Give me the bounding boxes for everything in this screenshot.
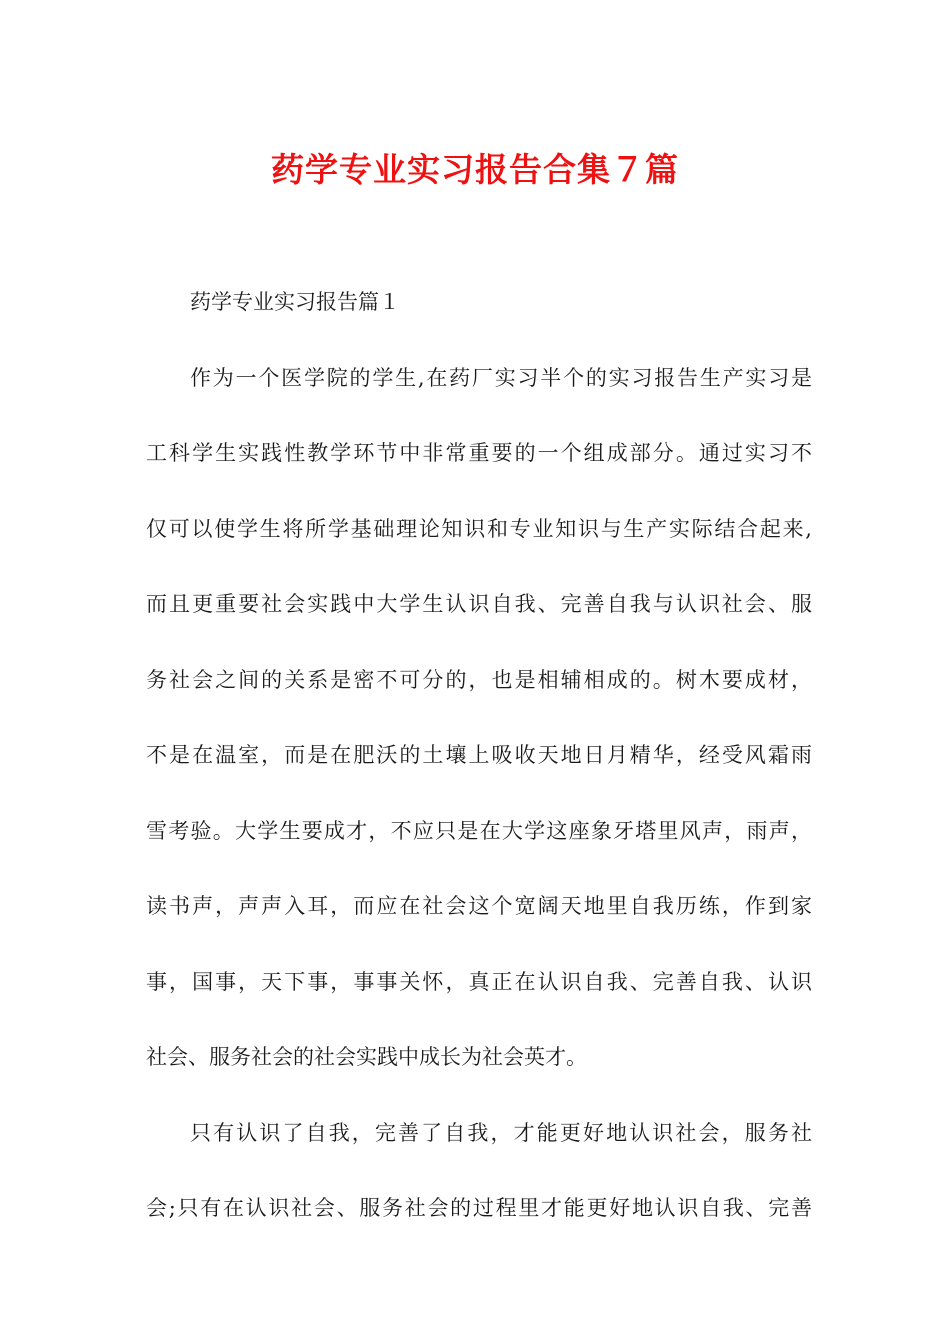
paragraph-2 [146, 1114, 812, 1228]
paragraph-line: 雪考验。大学生要成才，不应只是在大学这座象牙塔里风声，雨声， [146, 818, 812, 843]
paragraph-gap [146, 1076, 812, 1114]
paragraph-line: 读书声，声声入耳，而应在社会这个宽阔天地里自我历练，作到家 [146, 894, 812, 918]
paragraph-line: 只有认识了自我，完善了自我，才能更好地认识社会，服务社 [190, 1120, 812, 1145]
paragraph-line: 不是在温室，而是在肥沃的土壤上吸收天地日月精华，经受风霜雨 [146, 743, 812, 767]
paragraph-line: 事，国事，天下事，事事关怀，真正在认识自我、完善自我、认识 [146, 969, 812, 994]
paragraph-line: 作为一个医学院的学生,在药厂实习半个的实习报告生产实习是 [190, 365, 812, 390]
paragraph-gap [146, 321, 812, 359]
paragraph-1 [146, 359, 812, 1077]
paragraph-line: 务社会之间的关系是密不可分的，也是相辅相成的。树木要成材， [146, 667, 812, 692]
document-body [146, 283, 812, 1227]
section-heading: 药学专业实习报告篇１ [190, 290, 400, 314]
paragraph-line: 会;只有在认识社会、服务社会的过程里才能更好地认识自我、完善 [146, 1196, 812, 1220]
paragraph-line: 仅可以使学生将所学基础理论知识和专业知识与生产实际结合起来, [146, 516, 812, 541]
paragraph-line: 社会、服务社会的社会实践中成长为社会英才。 [146, 1045, 587, 1069]
document-title: 药学专业实习报告合集７篇 [271, 150, 679, 189]
paragraph-line: 而且更重要社会实践中大学生认识自我、完善自我与认识社会、服 [146, 592, 812, 616]
paragraph-line: 工科学生实践性教学环节中非常重要的一个组成部分。通过实习不 [146, 441, 812, 465]
